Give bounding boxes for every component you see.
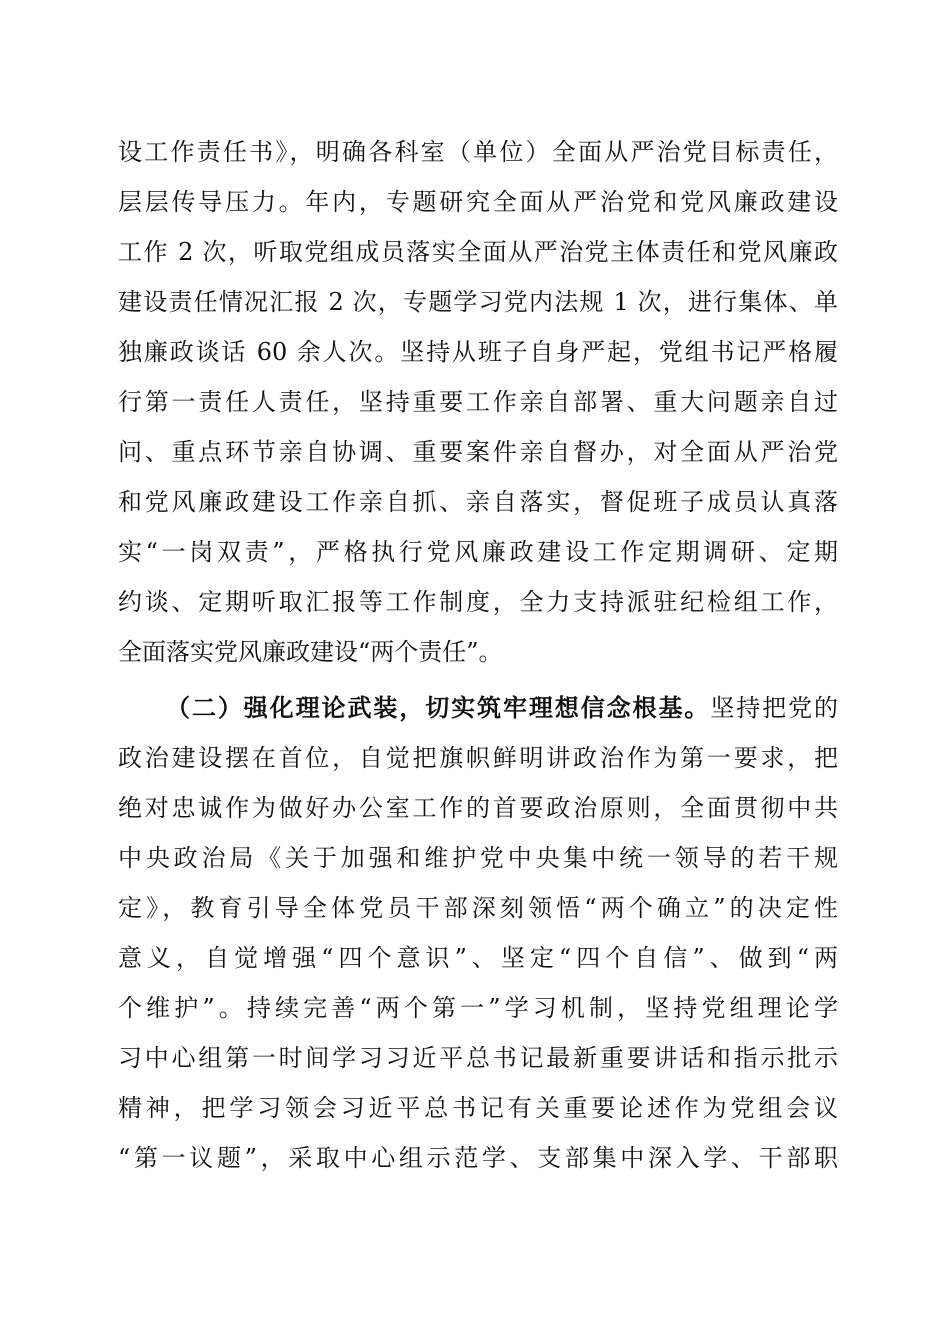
paragraph-1-line-8: 和党风廉政建设工作亲自抓、亲自落实，督促班子成员认真落 <box>118 488 838 516</box>
paragraph-1-line-4: 建设责任情况汇报 2 次，专题学习党内法规 1 次，进行集体、单 <box>118 288 838 316</box>
paragraph-2-first-line <box>166 688 838 728</box>
paragraph-2-line-3: 绝对忠诚作为做好办公室工作的首要政治原则，全面贯彻中共 <box>118 794 838 822</box>
paragraph-1-line-10: 约谈、定期听取汇报等工作制度，全力支持派驻纪检组工作， <box>118 588 838 616</box>
paragraph-1-line-9: 实“一岗双责”，严格执行党风廉政建设工作定期调研、定期 <box>118 538 838 566</box>
paragraph-1-line-5: 独廉政谈话 60 余人次。坚持从班子自身严起，党组书记严格履 <box>118 338 838 366</box>
paragraph-1-line-11: 全面落实党风廉政建设“两个责任”。 <box>118 638 503 666</box>
paragraph-2-line-6: 意义，自觉增强“四个意识”、坚定“四个自信”、做到“两 <box>118 944 838 972</box>
paragraph-1-line-7: 问、重点环节亲自协调、重要案件亲自督办，对全面从严治党 <box>118 438 838 466</box>
paragraph-2-line-9: 精神，把学习领会习近平总书记有关重要论述作为党组会议 <box>118 1094 838 1122</box>
paragraph-2-line-2: 政治建设摆在首位，自觉把旗帜鲜明讲政治作为第一要求，把 <box>118 744 838 772</box>
paragraph-1-line-2: 层层传导压力。年内，专题研究全面从严治党和党风廉政建设 <box>118 188 838 216</box>
paragraph-2-line-5: 定》，教育引导全体党员干部深刻领悟“两个确立”的决定性 <box>118 894 838 922</box>
paragraph-2-line-7: 个维护”。持续完善“两个第一”学习机制，坚持党组理论学 <box>118 994 838 1022</box>
paragraph-2-line-4: 中央政治局《关于加强和维护党中央集中统一领导的若干规 <box>118 844 838 872</box>
paragraph-1-line-3: 工作 2 次，听取党组成员落实全面从严治党主体责任和党风廉政 <box>118 238 838 266</box>
paragraph-2-line-8: 习中心组第一时间学习习近平总书记最新重要讲话和指示批示 <box>118 1044 838 1072</box>
paragraph-1-line-6: 行第一责任人责任，坚持重要工作亲自部署、重大问题亲自过 <box>118 388 838 416</box>
paragraph-2-first-line-text: 坚持把党的 <box>710 694 838 722</box>
section-heading: （二）强化理论武装，切实筑牢理想信念根基。 <box>166 694 711 722</box>
paragraph-2-line-10: “第一议题”，采取中心组示范学、支部集中深入学、干部职 <box>118 1144 838 1172</box>
paragraph-1-line-1: 设工作责任书》，明确各科室（单位）全面从严治党目标责任， <box>118 138 838 166</box>
